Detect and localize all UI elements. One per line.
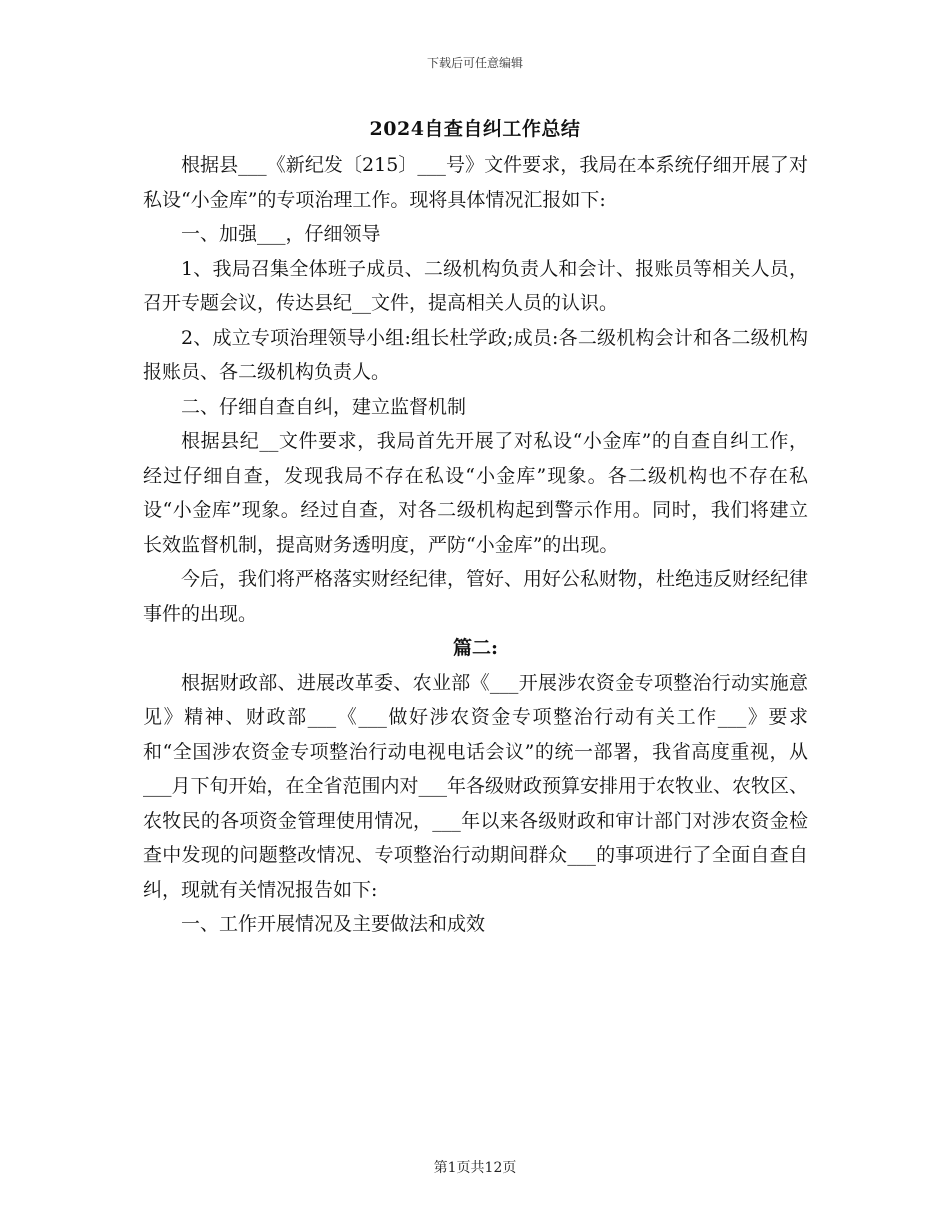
paragraph-self-inspection-result: 根据县纪__文件要求，我局首先开展了对私设“小金库”的自查自纠工作，经过仔细自查，发现我局不存在私设“小金库”现象。各二级机构也不存在私设“小金库”现象。经过自查，对各二级机构起到警示作用。同时，我们将建立长效监督机制，提高财务透明度，严防“小金库”的出现。 xyxy=(143,430,808,556)
paragraph-leading-group: 2、成立专项治理领导小组:组长杜学政;成员:各二级机构会计和各二级机构报账员、各二级机构负责人。 xyxy=(143,326,808,383)
page-footer: 第1页共12页 xyxy=(433,1160,517,1176)
document-title: 2024自查自纠工作总结 xyxy=(369,118,581,140)
paragraph-intro: 根据县___《新纪发〔215〕___号》文件要求，我局在本系统仔细开展了对私设“小金库”的专项治理工作。现将具体情况汇报如下: xyxy=(143,154,808,211)
paragraph-section-two-intro: 根据财政部、进展改革委、农业部《___开展涉农资金专项整治行动实施意见》精神、财政部___《___做好涉农资金专项整治行动有关工作___》要求和“全国涉农资金专项整治行动电视电话会议”的统一部署，我省高度重视，从___月下旬开始，在全省范围内对___年各级财政预算安排用于农牧业、农牧区、农牧民的各项资金管理使用情况，___年以来各级财政和审计部门对涉农资金检查中发现的问题整改情况、专项整治行动期间群众___的事项进行了全面自查自纠，现就有关情况报告如下: xyxy=(143,671,809,901)
document-body xyxy=(143,148,808,942)
heading-work-progress: 一、工作开展情况及主要做法和成效 xyxy=(181,913,486,935)
section-two-heading: 篇二: xyxy=(452,637,498,659)
heading-strengthen-leadership: 一、加强___，仔细领导 xyxy=(181,223,381,245)
page-header-note: 下载后可任意编辑 xyxy=(426,56,523,70)
paragraph-future: 今后，我们将严格落实财经纪律，管好、用好公私财物，杜绝违反财经纪律事件的出现。 xyxy=(143,568,809,625)
heading-self-inspection: 二、仔细自查自纠，建立监督机制 xyxy=(181,395,467,418)
paragraph-meeting: 1、我局召集全体班子成员、二级机构负责人和会计、报账员等相关人员，召开专题会议，传达县纪__文件，提高相关人员的认识。 xyxy=(143,257,808,314)
